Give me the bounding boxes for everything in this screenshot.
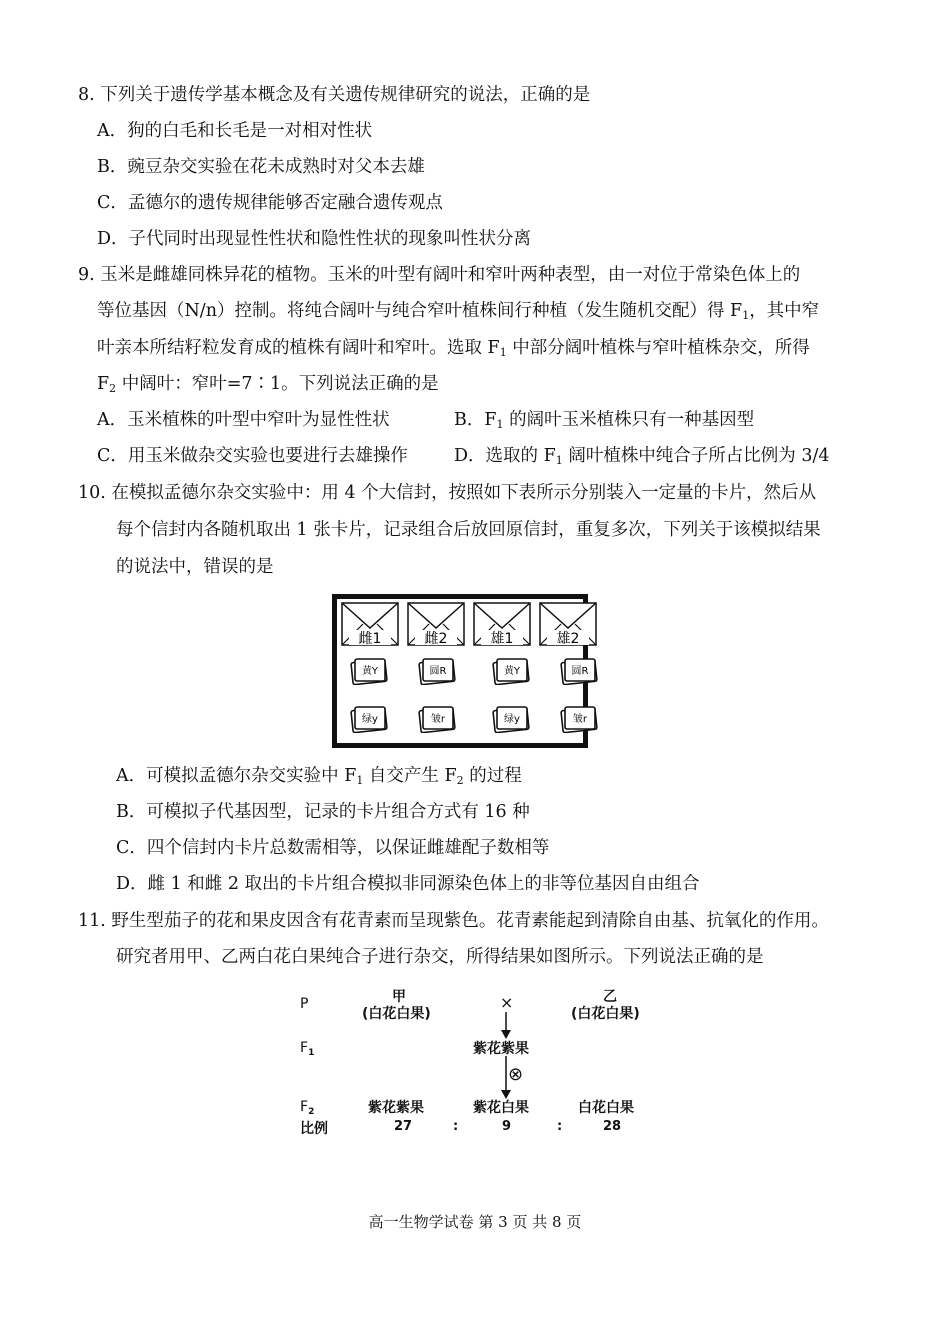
f1-label: $F_1$: [300, 1040, 315, 1058]
ratio-label: 比例: [300, 1121, 328, 1137]
card-label: 黄Y: [503, 666, 521, 677]
card-icon: [417, 657, 457, 685]
card-icon: [349, 705, 389, 733]
q9-option-c: C．用玉米做杂交实验也要进行去雄操作: [97, 446, 408, 466]
q11-line1: 11. 野生型茄子的花和果皮因含有花青素而呈现紫色。花青素能起到清除自由基、抗氧化的作用。: [78, 911, 829, 931]
q11-line2: 研究者用甲、乙两白花白果纯合子进行杂交，所得结果如图所示。下列说法正确的是: [116, 947, 764, 967]
q8-option-c: C．孟德尔的遗传规律能够否定融合遗传观点: [97, 193, 443, 213]
arrow-down-icon: [499, 1012, 513, 1040]
ratio-value-1: 27: [394, 1119, 413, 1134]
q9-line3: 叶亲本所结籽粒发育成的植株有阔叶和窄叶。选取 $F_1$ 中部分阔叶植株与窄叶植株杂交，所得: [97, 338, 810, 359]
ratio-value-2: 9: [502, 1119, 512, 1134]
card-icon: [559, 657, 599, 685]
q9-option-b: B．$F_1$ 的阔叶玉米植株只有一种基因型: [454, 410, 755, 431]
q10-option-c: C．四个信封内卡片总数需相等，以保证雌雄配子数相等: [116, 838, 550, 858]
page-footer: 高一生物学试卷 第 3 页 共 8 页: [368, 1213, 582, 1231]
card-icon: [491, 657, 531, 685]
q10-option-a: A．可模拟孟德尔杂交实验中 $F_1$ 自交产生 $F_2$ 的过程: [116, 766, 522, 787]
q10-line1: 10. 在模拟孟德尔杂交实验中：用 4 个大信封，按照如下表所示分别装入一定量的卡片，然后从: [78, 483, 817, 503]
card-label: 圆R: [429, 666, 447, 677]
card-label: 绿y: [362, 714, 378, 725]
envelope-label-3: 雄1: [490, 631, 514, 646]
q9-line1: 9. 玉米是雌雄同株异花的植物。玉米的叶型有阔叶和窄叶两种表型，由一对位于常染色体上的: [78, 265, 801, 285]
yi-phenotype: (白花白果): [571, 1006, 640, 1022]
card-label: 皱r: [572, 714, 588, 725]
f2-label: $F_2$: [300, 1099, 315, 1117]
q9-option-a: A．玉米植株的叶型中窄叶为显性性状: [97, 410, 390, 430]
jia-label: 甲: [392, 989, 406, 1005]
envelope-label-4: 雄2: [556, 631, 580, 646]
yi-label: 乙: [603, 989, 617, 1005]
q9-option-d: D．选取的 $F_1$ 阔叶植株中纯合子所占比例为 3/4: [454, 446, 830, 467]
envelope-icon: [407, 602, 465, 646]
envelope-icon: [473, 602, 531, 646]
q8-option-b: B．豌豆杂交实验在花未成熟时对父本去雄: [97, 157, 425, 177]
q10-option-b: B．可模拟子代基因型，记录的卡片组合方式有 16 种: [116, 802, 530, 822]
q9-line4: $F_2$ 中阔叶：窄叶=7∶1。下列说法正确的是: [97, 374, 439, 395]
p-label: P: [300, 996, 309, 1012]
card-icon: [559, 705, 599, 733]
q10-line2: 每个信封内各随机取出 1 张卡片，记录组合后放回原信封，重复多次，下列关于该模拟结果: [116, 520, 821, 540]
envelope-icon: [539, 602, 597, 646]
q8-option-d: D．子代同时出现显性性状和隐性性状的现象叫性状分离: [97, 229, 532, 249]
ratio-value-3: 28: [603, 1119, 622, 1134]
f2-phenotype-2: 紫花白果: [473, 1100, 529, 1116]
ratio-colon-1: :: [453, 1119, 459, 1134]
q10-line3: 的说法中，错误的是: [116, 557, 274, 577]
card-icon: [417, 705, 457, 733]
q8-option-a: A．狗的白毛和长毛是一对相对性状: [97, 121, 373, 141]
f2-phenotype-1: 紫花紫果: [368, 1100, 424, 1116]
jia-phenotype: (白花白果): [362, 1006, 431, 1022]
card-label: 圆R: [571, 666, 589, 677]
q10-option-d: D．雌 1 和雌 2 取出的卡片组合模拟非同源染色体上的非等位基因自由组合: [116, 874, 700, 894]
f1-phenotype: 紫花紫果: [473, 1041, 529, 1057]
card-label: 绿y: [504, 714, 520, 725]
q9-line2: 等位基因（N/n）控制。将纯合阔叶与纯合窄叶植株间行种植（发生随机交配）得 $F_1$，其中窄: [97, 301, 820, 322]
envelope-figure: [332, 594, 588, 748]
q8-stem: 8. 下列关于遗传学基本概念及有关遗传规律研究的说法，正确的是: [78, 85, 591, 105]
selfing-symbol: ⊗: [508, 1064, 524, 1085]
card-label: 皱r: [430, 714, 446, 725]
ratio-colon-2: :: [557, 1119, 563, 1134]
card-icon: [349, 657, 389, 685]
cross-symbol: ×: [500, 993, 514, 1012]
card-label: 黄Y: [361, 666, 379, 677]
envelope-icon: [341, 602, 399, 646]
envelope-label-2: 雌2: [424, 631, 448, 646]
f2-phenotype-3: 白花白果: [578, 1100, 634, 1116]
envelope-label-1: 雌1: [358, 631, 382, 646]
card-icon: [491, 705, 531, 733]
